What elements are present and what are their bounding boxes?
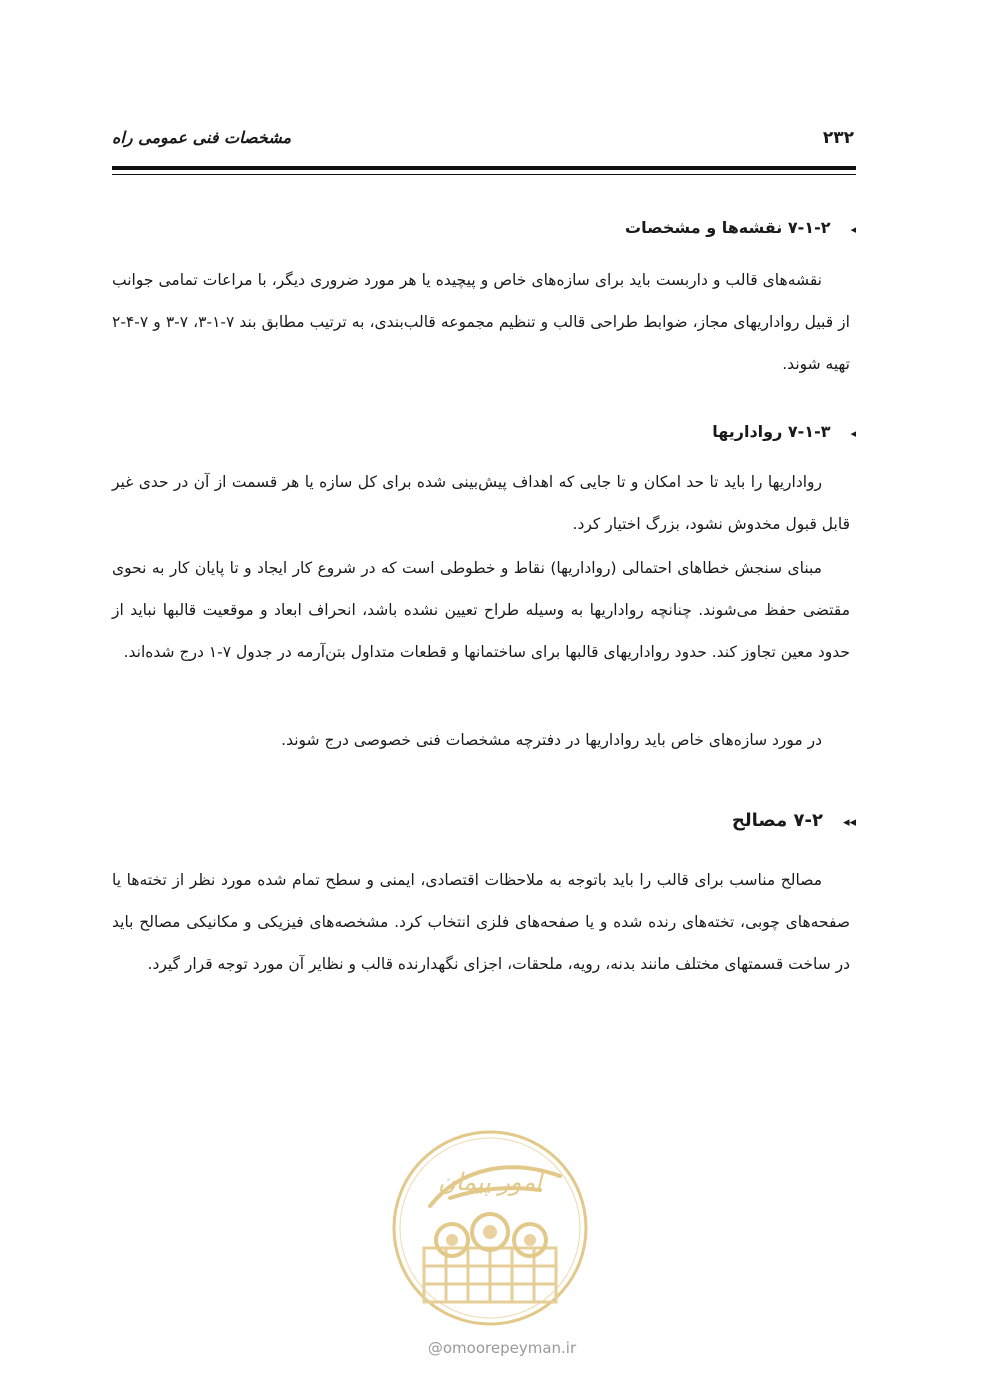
paragraph: مبنای سنجش خطاهای احتمالی (رواداریها) نقاط و خطوطی است که در شروع کار ایجاد و تا پایان کار به نحوی مقتضی حفظ می‌شوند. چنانچه رواداریها به وسیله طراح تعیین نشده باشد، انحراف ابعاد و موقعیت قالبها نباید از حدود معین تجاوز کند. حدود رواداریهای قالبها برای ساختمانها و قطعات متداول بتن‌آرمه در جدول ۷-۱ درج شده‌اند. (112, 559, 850, 661)
page-number: ۲۳۲ (822, 128, 854, 148)
header-rule-thin (112, 174, 856, 175)
paragraph: رواداریها را باید تا حد امکان و تا جایی که اهداف پیش‌بینی شده برای کل سازه یا هر قسمت از آن در حدی غیر قابل قبول مخدوش نشود، بزرگ اختیار کرد. (112, 473, 850, 533)
watermark-site: @omoorepeyman.ir (427, 1339, 577, 1357)
bullet-marker-icon: ◂ (850, 223, 856, 236)
section-heading-text: ۷-۱-۲ نقشه‌ها و مشخصات (625, 218, 831, 237)
page-header (112, 128, 854, 158)
paragraph: در مورد سازه‌های خاص باید رواداریها در دفترچه مشخصات فنی خصوصی درج شوند. (281, 731, 822, 749)
paragraph: نقشه‌های قالب و داربست باید برای سازه‌های خاص و پیچیده یا هر مورد ضروری دیگر، با مراعات تمامی جوانب از قبیل رواداریهای مجاز، ضوابط طراحی قالب و تنظیم مجموعه قالب‌بندی، به ترتیب مطابق بند ۷-۱-۳، ۷-۳ و ۷-۴-۲ تهیه شوند. (112, 271, 850, 373)
watermark-logo-icon (390, 1128, 590, 1328)
paragraph: مصالح مناسب برای قالب را باید باتوجه به ملاحظات اقتصادی، ایمنی و سطح تمام شده مورد نظر از تخته‌ها یا صفحه‌های چوبی، تخته‌های رنده شده و یا صفحه‌های فلزی انتخاب کرد. مشخصه‌های فیزیکی و مکانیکی مصالح باید در ساخت قسمتهای مختلف مانند بدنه، رویه، ملحقات، اجزای نگهدارنده قالب و نظایر آن مورد توجه قرار گیرد. (112, 871, 850, 973)
bullet-marker-icon: ◂ (850, 427, 856, 440)
section-heading-7-2 (732, 810, 856, 831)
double-bullet-marker-icon: ◂◂ (842, 815, 856, 830)
header-rule-thick (112, 166, 856, 170)
running-title: مشخصات فنی عمومی راه (112, 128, 292, 147)
section-heading-text: ۷-۱-۳ رواداریها (712, 422, 831, 441)
section-heading-7-1-3 (712, 422, 856, 441)
section-heading-7-1-2 (625, 218, 856, 237)
section-heading-text: ۷-۲ مصالح (731, 810, 823, 831)
watermark-logo (390, 1128, 590, 1328)
watermark-logo-text: امور پیمان (438, 1168, 542, 1196)
